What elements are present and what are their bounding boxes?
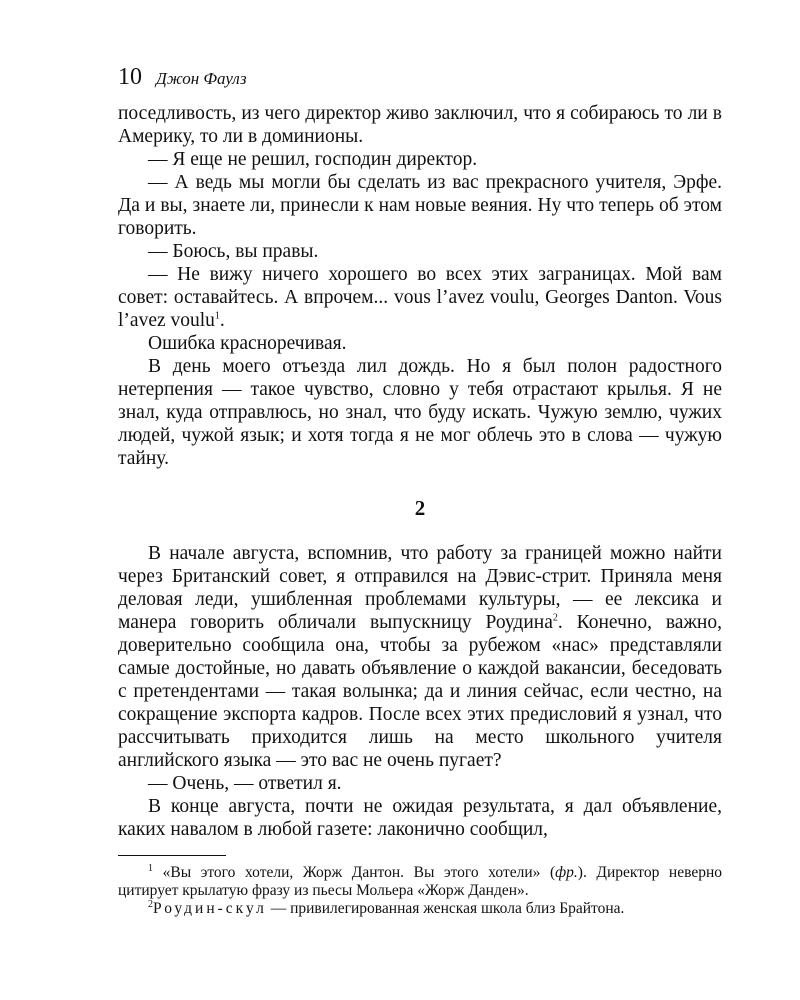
paragraph — [118, 542, 722, 772]
footnote-ref-1: 1 — [214, 310, 220, 322]
paragraph: поседливость, из чего директор живо заключил, что я собираюсь то ли в Америку, то ли в доминионы. — [118, 103, 722, 147]
paragraph: — Очень, — ответил я. — [148, 773, 342, 794]
body-text-bottom — [118, 542, 722, 841]
footnote-lang: фр. — [555, 864, 578, 881]
footnote-term: Роудин-скул — [153, 900, 267, 917]
footnote-1 — [118, 864, 722, 900]
paragraph: В конце августа, почти не ожидая результата, я дал объявление, каких навалом в любой газете: лаконично сообщил, — [118, 796, 722, 840]
footnote-text: ). Директор неверно цитирует крылатую фразу из пьесы Мольера «Жорж Данден». — [118, 864, 722, 899]
footnote-ref-2: 2 — [552, 612, 558, 624]
footnote-divider — [118, 855, 226, 856]
paragraph: Ошибка красноречивая. — [148, 333, 347, 354]
paragraph: — Я еще не решил, господин директор. — [148, 149, 478, 170]
chapter-number: 2 — [414, 496, 426, 520]
paragraph-text: . Конечно, важно, доверительно сообщила она, чтобы за рубежом «нас» представляли самые достойные, но давать объявление о каждой вакансии, беседовать с претендентами — такая волынка; да и линия сейчас, если честно, на сокращение экспорта кадров. После всех этих предисловий я узнал, что рассчитывать приходится лишь на место школьного учителя английского языка — это вас не очень пугает? — [118, 612, 722, 771]
book-page — [118, 64, 722, 918]
paragraph: В день моего отъезда лил дождь. Но я был полон радостного нетерпения — такое чувство, словно у тебя отрастают крылья. Я не знал, куда отправлюсь, но знал, что буду искать. Чужую землю, чужих людей, чужой язык; и хотя тогда я не мог облечь это в слова — чужую тайну. — [118, 356, 722, 469]
running-title: Джон Фаулз — [156, 69, 247, 88]
page-header — [118, 64, 722, 102]
footnote-text: «Вы этого хотели, Жорж Дантон. Вы этого хотели» ( — [162, 864, 556, 881]
paragraph-text: В начале августа, вспомнив, что работу за границей можно найти через Британский совет, я отправился на Дэвис-стрит. Приняла меня деловая леди, ушибленная проблемами культуры, — ее лексика и манера говорить обличали выпускницу Роудина — [118, 543, 722, 633]
footnote-mark: 2 — [148, 898, 153, 910]
footnotes — [118, 864, 722, 918]
page-number: 10 — [118, 64, 142, 90]
paragraph-text: — Не вижу ничего хорошего во всех этих заграницах. Мой вам совет: оставайтесь. А впрочем... vous l’avez voulu, Georges Danton. Vous l’avez voulu — [118, 264, 722, 331]
body-text-top — [118, 102, 722, 470]
paragraph: — Боюсь, вы правы. — [148, 241, 319, 262]
footnote-2 — [118, 900, 722, 918]
footnote-mark: 1 — [148, 862, 153, 874]
footnote-text: — привилегированная женская школа близ Брайтона. — [266, 900, 625, 917]
paragraph: — Не вижу ничего хорошего во всех этих заграницах. Мой вам совет: оставайтесь. А впрочем... vous l’avez voulu, Georges Danton. Vous l’avez voulu$^1$. — [118, 264, 722, 331]
paragraph: — А ведь мы могли бы сделать из вас прекрасного учителя, Эрфе. Да и вы, знаете ли, принесли к нам новые веяния. Ну что теперь об этом говорить. — [118, 172, 722, 239]
